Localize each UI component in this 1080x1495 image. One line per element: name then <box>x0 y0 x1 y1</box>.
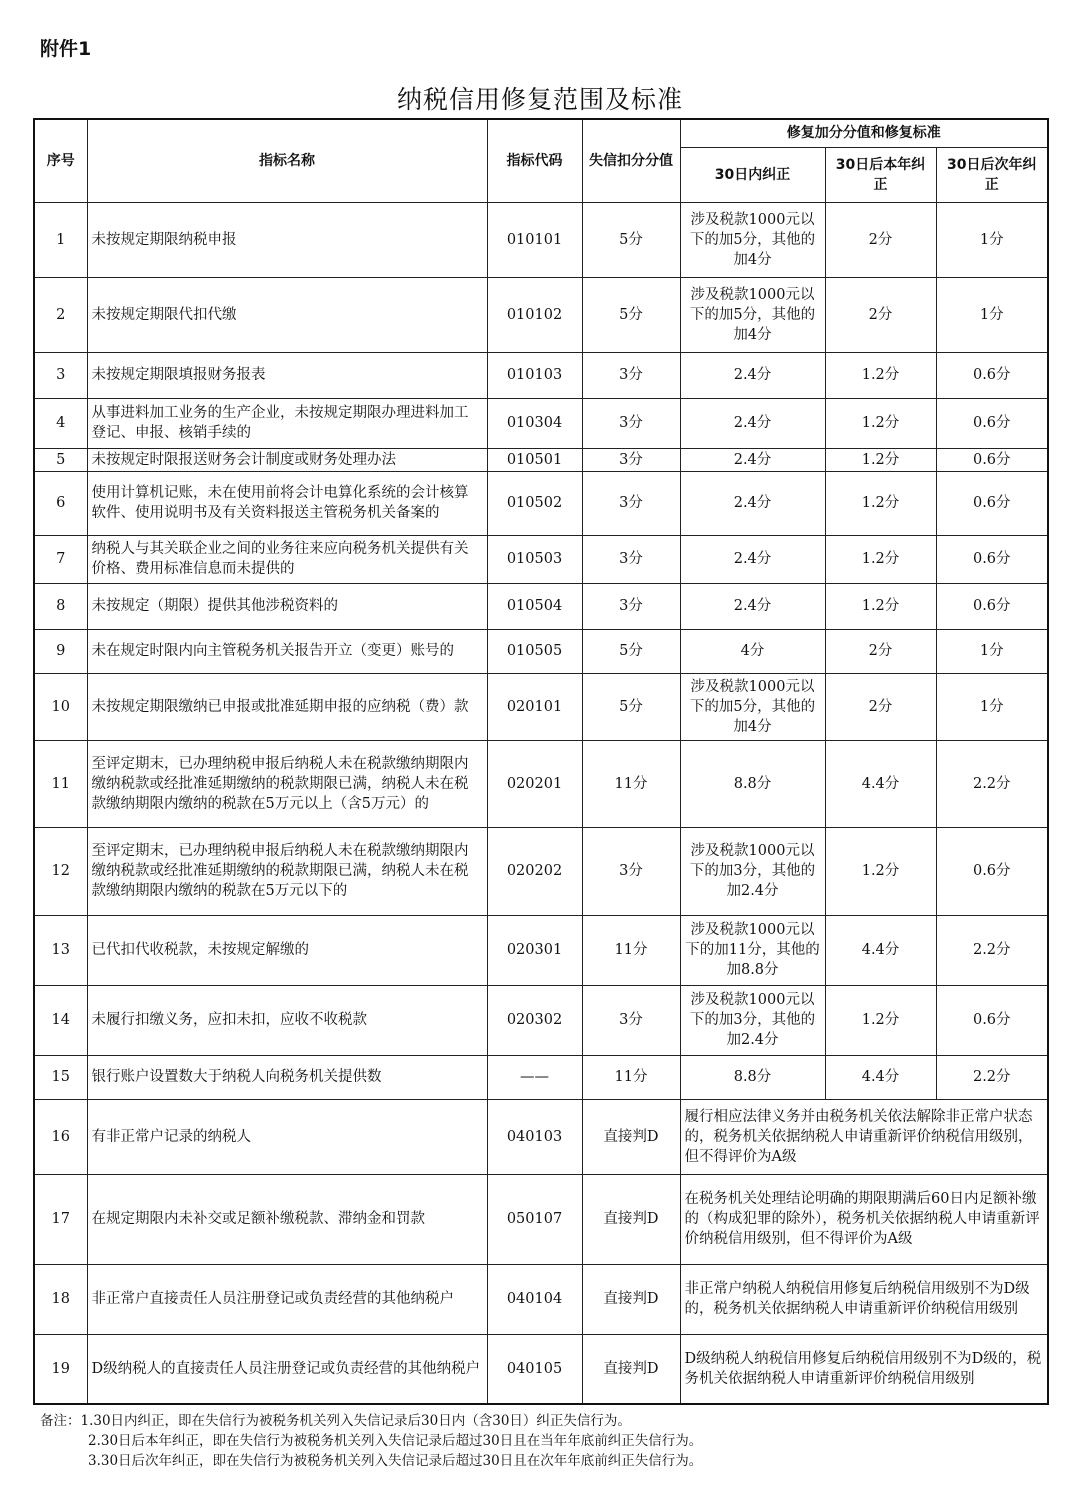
header-after30-this-year: 30日后本年纠正 <box>825 147 936 202</box>
row-deduct: 直接判D <box>582 1099 680 1174</box>
row-after30-this-year: 1.2分 <box>825 535 936 583</box>
note-1 <box>40 1411 702 1431</box>
row-within30: 涉及税款1000元以下的加3分，其他的加2.4分 <box>680 827 825 915</box>
header-after30-next-year: 30日后次年纠正 <box>936 147 1048 202</box>
row-name: 未按规定期限缴纳已申报或批准延期申报的应纳税（费）款 <box>87 673 487 740</box>
row-after30-this-year: 4.4分 <box>825 740 936 827</box>
row-after30-this-year: 1.2分 <box>825 985 936 1055</box>
row-no: 6 <box>34 471 87 535</box>
row-no: 10 <box>34 673 87 740</box>
row-after30-this-year: 4.4分 <box>825 915 936 985</box>
row-after30-this-year: 1.2分 <box>825 448 936 471</box>
row-deduct: 3分 <box>582 583 680 629</box>
row-no: 7 <box>34 535 87 583</box>
row-within30: 涉及税款1000元以下的加5分，其他的加4分 <box>680 202 825 277</box>
row-deduct: 5分 <box>582 202 680 277</box>
header-deduct: 失信扣分分值 <box>582 119 680 202</box>
table-row <box>34 448 1048 471</box>
repair-standards-table <box>33 118 1049 1405</box>
table-row <box>34 1334 1048 1404</box>
row-after30-this-year: 4.4分 <box>825 1055 936 1099</box>
table-row <box>34 629 1048 673</box>
row-no: 4 <box>34 398 87 448</box>
table-row <box>34 471 1048 535</box>
row-no: 11 <box>34 740 87 827</box>
row-deduct: 11分 <box>582 1055 680 1099</box>
row-code: 020101 <box>487 673 582 740</box>
table-row <box>34 740 1048 827</box>
row-after30-this-year: 1.2分 <box>825 583 936 629</box>
row-code: 010503 <box>487 535 582 583</box>
row-no: 2 <box>34 277 87 352</box>
table-row <box>34 1099 1048 1174</box>
row-within30: 2.4分 <box>680 471 825 535</box>
table-row <box>34 1174 1048 1264</box>
row-code: 050107 <box>487 1174 582 1264</box>
row-no: 13 <box>34 915 87 985</box>
row-code: 020302 <box>487 985 582 1055</box>
row-after30-next-year: 2.2分 <box>936 1055 1048 1099</box>
table-row <box>34 398 1048 448</box>
row-within30: 涉及税款1000元以下的加5分，其他的加4分 <box>680 277 825 352</box>
row-after30-next-year: 0.6分 <box>936 827 1048 915</box>
header-seq: 序号 <box>34 119 87 202</box>
row-name: 至评定期末，已办理纳税申报后纳税人未在税款缴纳期限内缴纳税款或经批准延期缴纳的税款期限已满，纳税人未在税款缴纳期限内缴纳的税款在5万元以上（含5万元）的 <box>87 740 487 827</box>
row-after30-next-year: 0.6分 <box>936 398 1048 448</box>
row-code: —— <box>487 1055 582 1099</box>
attachment-label: 附件1 <box>40 38 92 60</box>
row-deduct: 5分 <box>582 629 680 673</box>
row-no: 12 <box>34 827 87 915</box>
header-within30: 30日内纠正 <box>680 147 825 202</box>
row-within30: 涉及税款1000元以下的加3分，其他的加2.4分 <box>680 985 825 1055</box>
row-name: 在规定期限内未补交或足额补缴税款、滞纳金和罚款 <box>87 1174 487 1264</box>
row-deduct: 3分 <box>582 471 680 535</box>
row-after30-this-year: 1.2分 <box>825 827 936 915</box>
table-row <box>34 583 1048 629</box>
row-repair-standard: 履行相应法律义务并由税务机关依法解除非正常户状态的，税务机关依据纳税人申请重新评价纳税信用级别，但不得评价为A级 <box>680 1099 1048 1174</box>
row-no: 8 <box>34 583 87 629</box>
row-after30-next-year: 0.6分 <box>936 352 1048 398</box>
row-repair-standard: D级纳税人纳税信用修复后纳税信用级别不为D级的，税务机关依据纳税人申请重新评价纳税信用级别 <box>680 1334 1048 1404</box>
row-after30-this-year: 1.2分 <box>825 471 936 535</box>
row-code: 010501 <box>487 448 582 471</box>
row-after30-next-year: 0.6分 <box>936 985 1048 1055</box>
row-code: 010505 <box>487 629 582 673</box>
row-name: 未按规定（期限）提供其他涉税资料的 <box>87 583 487 629</box>
row-code: 040105 <box>487 1334 582 1404</box>
header-name: 指标名称 <box>87 119 487 202</box>
row-within30: 2.4分 <box>680 398 825 448</box>
row-no: 17 <box>34 1174 87 1264</box>
row-name: 有非正常户记录的纳税人 <box>87 1099 487 1174</box>
table-row <box>34 1055 1048 1099</box>
row-name: D级纳税人的直接责任人员注册登记或负责经营的其他纳税户 <box>87 1334 487 1404</box>
row-within30: 涉及税款1000元以下的加5分，其他的加4分 <box>680 673 825 740</box>
row-code: 020201 <box>487 740 582 827</box>
row-code: 010102 <box>487 277 582 352</box>
row-after30-this-year: 1.2分 <box>825 352 936 398</box>
row-name: 至评定期末，已办理纳税申报后纳税人未在税款缴纳期限内缴纳税款或经批准延期缴纳的税款期限已满，纳税人未在税款缴纳期限内缴纳的税款在5万元以下的 <box>87 827 487 915</box>
row-no: 14 <box>34 985 87 1055</box>
row-code: 010101 <box>487 202 582 277</box>
row-no: 16 <box>34 1099 87 1174</box>
note-2: 2.30日后本年纠正，即在失信行为被税务机关列入失信记录后超过30日且在当年年底前纠正失信行为。 <box>88 1433 703 1449</box>
row-after30-next-year: 2.2分 <box>936 740 1048 827</box>
row-deduct: 直接判D <box>582 1174 680 1264</box>
row-code: 010502 <box>487 471 582 535</box>
row-after30-this-year: 2分 <box>825 629 936 673</box>
row-deduct: 11分 <box>582 740 680 827</box>
row-code: 020301 <box>487 915 582 985</box>
row-name: 非正常户直接责任人员注册登记或负责经营的其他纳税户 <box>87 1264 487 1334</box>
page-title: 纳税信用修复范围及标准 <box>396 85 683 114</box>
row-after30-next-year: 1分 <box>936 277 1048 352</box>
note-3: 3.30日后次年纠正，即在失信行为被税务机关列入失信记录后超过30日且在次年年底前纠正失信行为。 <box>88 1453 703 1469</box>
row-after30-next-year: 0.6分 <box>936 583 1048 629</box>
row-deduct: 3分 <box>582 398 680 448</box>
row-within30: 2.4分 <box>680 448 825 471</box>
row-within30: 涉及税款1000元以下的加11分，其他的加8.8分 <box>680 915 825 985</box>
notes-label: 备注： <box>40 1413 81 1429</box>
row-name: 未按规定期限填报财务报表 <box>87 352 487 398</box>
row-deduct: 直接判D <box>582 1334 680 1404</box>
row-within30: 2.4分 <box>680 583 825 629</box>
row-deduct: 3分 <box>582 827 680 915</box>
row-name: 未按规定期限代扣代缴 <box>87 277 487 352</box>
row-after30-next-year: 2.2分 <box>936 915 1048 985</box>
row-after30-this-year: 2分 <box>825 202 936 277</box>
row-within30: 8.8分 <box>680 1055 825 1099</box>
row-after30-this-year: 2分 <box>825 277 936 352</box>
row-deduct: 11分 <box>582 915 680 985</box>
row-no: 5 <box>34 448 87 471</box>
row-name: 未按规定期限纳税申报 <box>87 202 487 277</box>
row-no: 1 <box>34 202 87 277</box>
row-repair-standard: 非正常户纳税人纳税信用修复后纳税信用级别不为D级的，税务机关依据纳税人申请重新评价纳税信用级别 <box>680 1264 1048 1334</box>
row-code: 020202 <box>487 827 582 915</box>
row-name: 纳税人与其关联企业之间的业务往来应向税务机关提供有关价格、费用标准信息而未提供的 <box>87 535 487 583</box>
row-after30-next-year: 0.6分 <box>936 471 1048 535</box>
row-name: 未在规定时限内向主管税务机关报告开立（变更）账号的 <box>87 629 487 673</box>
table-row <box>34 673 1048 740</box>
row-after30-next-year: 1分 <box>936 629 1048 673</box>
row-deduct: 3分 <box>582 448 680 471</box>
row-name: 未履行扣缴义务，应扣未扣，应收不收税款 <box>87 985 487 1055</box>
row-code: 040103 <box>487 1099 582 1174</box>
row-deduct: 5分 <box>582 673 680 740</box>
notes <box>40 1411 702 1471</box>
row-within30: 2.4分 <box>680 535 825 583</box>
row-within30: 8.8分 <box>680 740 825 827</box>
row-no: 15 <box>34 1055 87 1099</box>
row-name: 使用计算机记账，未在使用前将会计电算化系统的会计核算软件、使用说明书及有关资料报送主管税务机关备案的 <box>87 471 487 535</box>
table-row <box>34 277 1048 352</box>
row-code: 010103 <box>487 352 582 398</box>
row-deduct: 5分 <box>582 277 680 352</box>
table-row <box>34 985 1048 1055</box>
row-name: 未按规定时限报送财务会计制度或财务处理办法 <box>87 448 487 471</box>
table-row <box>34 915 1048 985</box>
row-deduct: 3分 <box>582 535 680 583</box>
row-no: 9 <box>34 629 87 673</box>
row-deduct: 直接判D <box>582 1264 680 1334</box>
row-after30-next-year: 0.6分 <box>936 448 1048 471</box>
row-name: 从事进料加工业务的生产企业，未按规定期限办理进料加工登记、申报、核销手续的 <box>87 398 487 448</box>
row-within30: 2.4分 <box>680 352 825 398</box>
table-row <box>34 827 1048 915</box>
row-after30-this-year: 2分 <box>825 673 936 740</box>
table-row <box>34 1264 1048 1334</box>
row-code: 010304 <box>487 398 582 448</box>
row-deduct: 3分 <box>582 985 680 1055</box>
row-name: 银行账户设置数大于纳税人向税务机关提供数 <box>87 1055 487 1099</box>
header-repair-group: 修复加分分值和修复标准 <box>680 119 1048 147</box>
row-after30-next-year: 0.6分 <box>936 535 1048 583</box>
row-code: 010504 <box>487 583 582 629</box>
row-no: 18 <box>34 1264 87 1334</box>
header-code: 指标代码 <box>487 119 582 202</box>
row-name: 已代扣代收税款，未按规定解缴的 <box>87 915 487 985</box>
row-repair-standard: 在税务机关处理结论明确的期限期满后60日内足额补缴的（构成犯罪的除外），税务机关依据纳税人申请重新评价纳税信用级别，但不得评价为A级 <box>680 1174 1048 1264</box>
table-row <box>34 352 1048 398</box>
table-row <box>34 202 1048 277</box>
row-after30-this-year: 1.2分 <box>825 398 936 448</box>
row-no: 19 <box>34 1334 87 1404</box>
row-no: 3 <box>34 352 87 398</box>
row-after30-next-year: 1分 <box>936 673 1048 740</box>
row-code: 040104 <box>487 1264 582 1334</box>
row-deduct: 3分 <box>582 352 680 398</box>
row-after30-next-year: 1分 <box>936 202 1048 277</box>
table-row <box>34 535 1048 583</box>
note-1-text: 1.30日内纠正，即在失信行为被税务机关列入失信记录后30日内（含30日）纠正失信行为。 <box>80 1413 631 1429</box>
row-within30: 4分 <box>680 629 825 673</box>
